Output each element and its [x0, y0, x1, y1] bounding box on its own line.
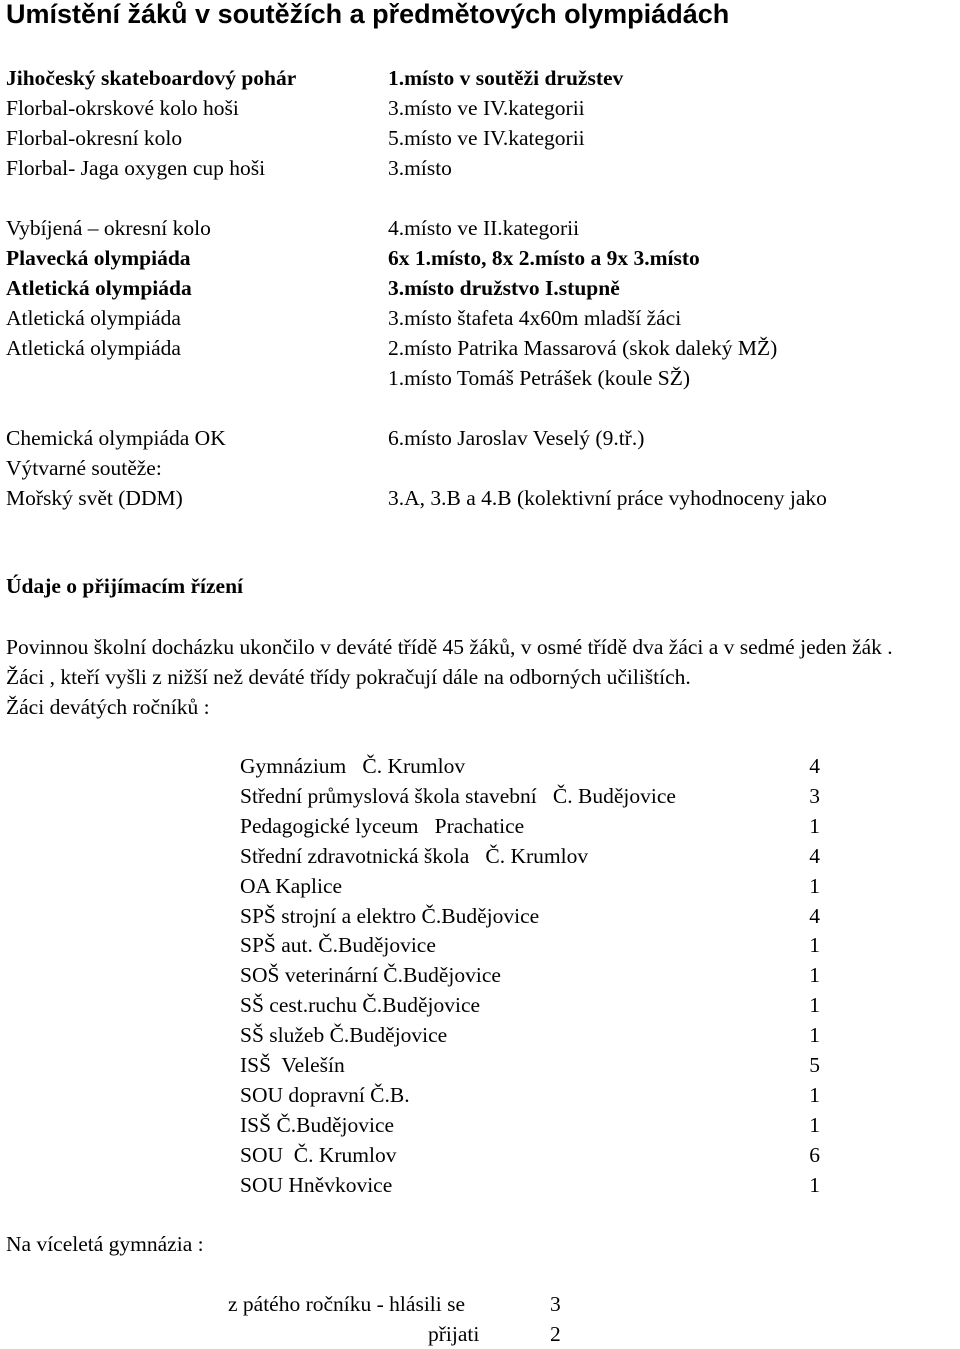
- competition-name: Chemická olympiáda OK: [6, 426, 226, 450]
- school-count: 1: [809, 1023, 820, 1048]
- school-count: 1: [809, 963, 820, 988]
- school-row: [240, 1050, 820, 1080]
- school-row: [240, 811, 820, 841]
- multiyear-gymnasium-label: Na víceletá gymnázia :: [6, 1232, 204, 1256]
- school-row: [240, 960, 820, 990]
- school-row: [240, 1080, 820, 1110]
- school-name: Gymnázium Č. Krumlov: [240, 754, 466, 778]
- school-name: SOU Č. Krumlov: [240, 1142, 397, 1167]
- school-row: [240, 841, 820, 871]
- admission-paragraph-1: Povinnou školní docházku ukončilo v deváté třídě 45 žáků, v osmé třídě dva žáci a v sedmé jeden žák .: [6, 635, 893, 659]
- competition-name: Florbal-okresní kolo: [6, 126, 183, 150]
- competition-result: 5.místo ve IV.kategorii: [388, 126, 585, 150]
- accepted-label: přijati: [428, 1322, 480, 1346]
- fifth-grade-applied-count: 3: [550, 1292, 561, 1316]
- school-count: 6: [809, 1142, 820, 1167]
- competition-result: 3.A, 3.B a 4.B (kolektivní práce vyhodnoceny jako: [388, 486, 827, 510]
- competition-result: 1.místo Tomáš Petrášek (koule SŽ): [388, 366, 691, 390]
- accepted-count: 2: [550, 1322, 561, 1346]
- school-name: SPŠ aut. Č.Budějovice: [240, 933, 436, 958]
- school-name: SŠ služeb Č.Budějovice: [240, 1023, 448, 1048]
- competition-result: 3.místo družstvo I.stupně: [388, 276, 620, 300]
- admission-text: [6, 632, 956, 722]
- competition-result: 2.místo Patrika Massarová (skok daleký MŽ): [388, 336, 778, 360]
- school-name: ISŠ Č.Budějovice: [240, 1112, 395, 1137]
- school-count: 1: [809, 813, 820, 838]
- school-name: OA Kaplice: [240, 873, 343, 898]
- fifth-grade-label: z pátého ročníku - hlásili se: [228, 1292, 466, 1316]
- school-count: 1: [809, 1112, 820, 1137]
- page-title: Umístění žáků v soutěžích a předmětových olympiádách: [6, 0, 730, 29]
- competition-name: Atletická olympiáda: [6, 336, 181, 360]
- school-name: SŠ cest.ruchu Č.Budějovice: [240, 993, 481, 1018]
- school-row: [240, 990, 820, 1020]
- school-count: 1: [809, 933, 820, 958]
- school-name: Střední zdravotnická škola Č. Krumlov: [240, 843, 589, 868]
- school-row: [240, 901, 820, 931]
- school-count: 1: [809, 1172, 820, 1197]
- school-row: [240, 871, 820, 901]
- competition-name: Jihočeský skateboardový pohár: [6, 66, 297, 90]
- school-name: Pedagogické lyceum Prachatice: [240, 813, 525, 838]
- school-row: [240, 1170, 820, 1200]
- competition-name: Atletická olympiáda: [6, 276, 192, 300]
- school-name: ISŠ Velešín: [240, 1053, 345, 1077]
- competition-name: Mořský svět (DDM): [6, 486, 183, 510]
- school-row: [240, 751, 820, 781]
- competition-result: 3.místo: [388, 156, 452, 180]
- school-row: [240, 930, 820, 960]
- school-count: 1: [809, 873, 820, 898]
- school-name: SOŠ veterinární Č.Budějovice: [240, 963, 501, 988]
- competition-name: Atletická olympiáda: [6, 306, 181, 330]
- school-name: Střední průmyslová škola stavební Č. Budějovice: [240, 783, 676, 808]
- competition-name: Florbal- Jaga oxygen cup hoši: [6, 156, 266, 180]
- competition-name: Plavecká olympiáda: [6, 246, 191, 270]
- school-count: 4: [809, 754, 820, 778]
- competition-result: 4.místo ve II.kategorii: [388, 216, 580, 240]
- school-row: [240, 781, 820, 811]
- school-count: 4: [809, 903, 820, 928]
- competition-result: 1.místo v soutěži družstev: [388, 66, 624, 90]
- school-row: [240, 1110, 820, 1140]
- school-count: 4: [809, 843, 820, 868]
- competition-result: 3.místo ve IV.kategorii: [388, 96, 585, 120]
- school-row: [240, 1140, 820, 1170]
- school-name: SPŠ strojní a elektro Č.Budějovice: [240, 903, 540, 928]
- school-count: 3: [809, 783, 820, 808]
- competition-name: Výtvarné soutěže:: [6, 456, 162, 480]
- admission-heading: Údaje o přijímacím řízení: [6, 574, 244, 598]
- school-name: SOU Hněvkovice: [240, 1172, 393, 1197]
- competition-name: Vybíjená – okresní kolo: [6, 216, 211, 240]
- school-count: 1: [809, 993, 820, 1018]
- ninth-grade-label: Žáci devátých ročníků :: [6, 695, 210, 719]
- school-name: SOU dopravní Č.B.: [240, 1082, 410, 1107]
- school-count: 5: [809, 1053, 820, 1077]
- school-count: 1: [809, 1082, 820, 1107]
- competition-name: Florbal-okrskové kolo hoši: [6, 96, 239, 120]
- competition-result: 6x 1.místo, 8x 2.místo a 9x 3.místo: [388, 246, 700, 270]
- competition-result: 6.místo Jaroslav Veselý (9.tř.): [388, 426, 645, 450]
- admission-paragraph-2: Žáci , kteří vyšli z nižší než deváté třídy pokračují dále na odborných učilištích.: [6, 665, 691, 689]
- competition-result: 3.místo štafeta 4x60m mladší žáci: [388, 306, 682, 330]
- school-row: [240, 1020, 820, 1050]
